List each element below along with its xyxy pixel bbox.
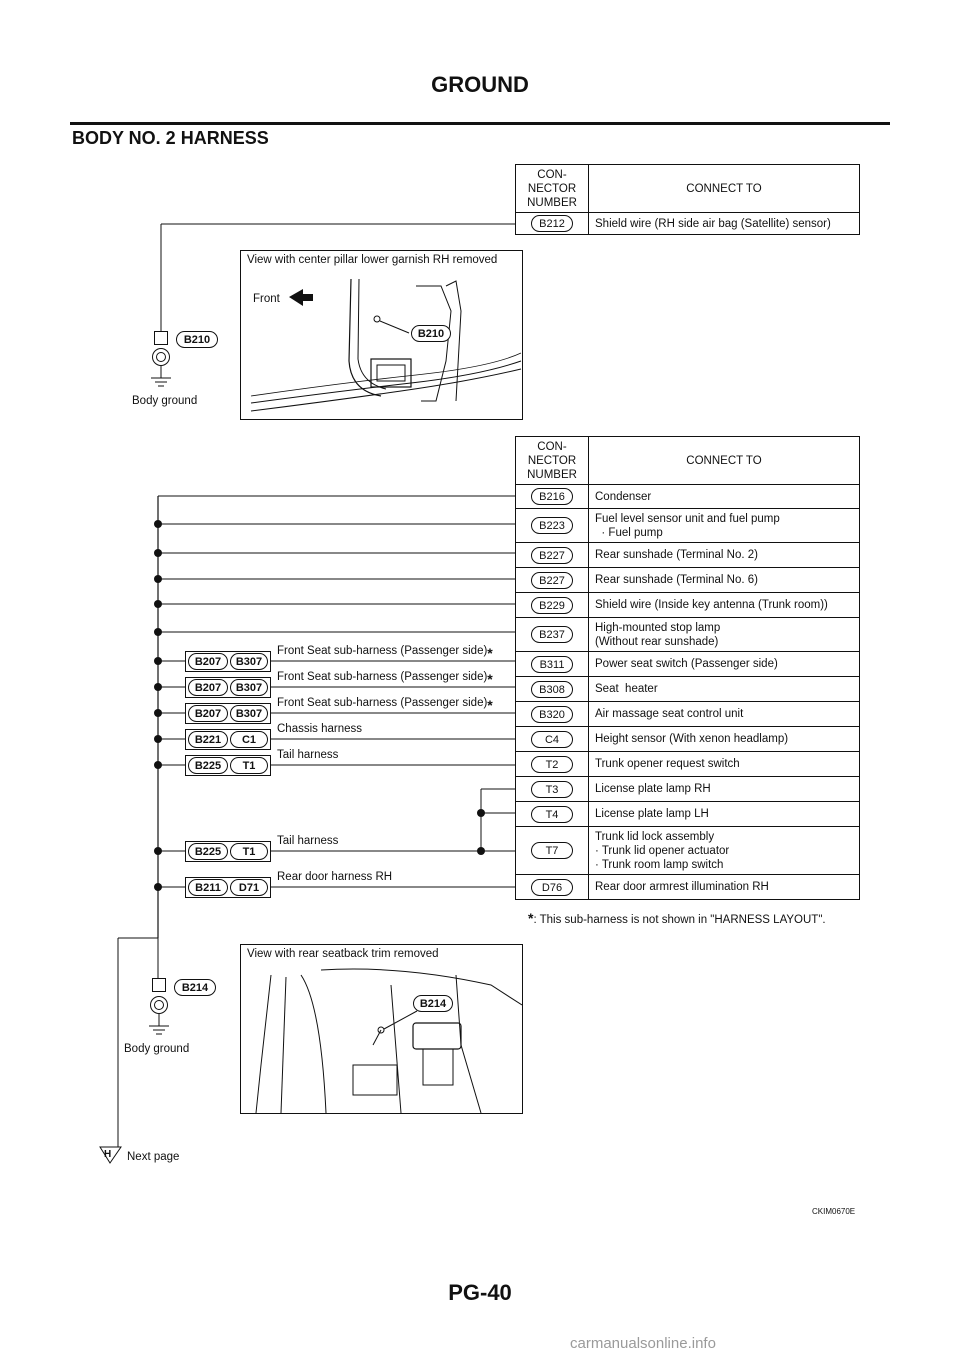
- connect-to-cell: License plate lamp LH: [589, 802, 860, 827]
- table-row: [516, 875, 860, 900]
- table-row: [516, 509, 860, 543]
- splice-dot: [154, 761, 162, 769]
- connector-pill: B311: [531, 656, 573, 673]
- connect-to-cell: Air massage seat control unit: [589, 702, 860, 727]
- connector-pill: T7: [531, 842, 573, 859]
- connector-pill: C4: [531, 731, 573, 748]
- ground-connector-b214: B214: [174, 979, 216, 996]
- junction-connector-pair: [185, 755, 271, 776]
- table-row: [516, 593, 860, 618]
- junction-label: [277, 749, 338, 765]
- connector-pill: D76: [531, 879, 573, 896]
- table-row: [516, 827, 860, 875]
- front-label: Front: [253, 293, 280, 305]
- photo-caption: View with rear seatback trim removed: [247, 948, 439, 960]
- connect-to-cell: Trunk opener request switch: [589, 752, 860, 777]
- junction-connector-a: B207: [188, 705, 228, 722]
- table-row: [516, 777, 860, 802]
- connector-number-cell: [516, 543, 589, 568]
- junction-connector-b: T1: [230, 757, 268, 774]
- connector-pill: B227: [531, 547, 573, 564]
- junction-label-text: Tail harness: [277, 835, 339, 847]
- splice-dot: [154, 520, 162, 528]
- splice-dot: [154, 709, 162, 717]
- connector-pill: B308: [531, 681, 573, 698]
- connector-number-cell: [516, 677, 589, 702]
- ground-connector-square: [154, 331, 168, 345]
- junction-connector-a: B225: [188, 843, 228, 860]
- seatback-illustration: [241, 945, 522, 1113]
- section-title: BODY NO. 2 HARNESS: [72, 128, 269, 148]
- ground-label-2: Body ground: [124, 1043, 190, 1055]
- table-header-number: CON- NECTOR NUMBER: [516, 437, 589, 485]
- photo-callout-b214: B214: [413, 995, 453, 1012]
- junction-label: [277, 697, 493, 713]
- connector-pill: B216: [531, 488, 573, 505]
- connector-number-cell: [516, 652, 589, 677]
- junction-label-text: Front Seat sub-harness (Passenger side): [277, 697, 488, 709]
- splice-dot: [477, 809, 485, 817]
- splice-dot: [154, 575, 162, 583]
- connect-to-cell: Shield wire (Inside key antenna (Trunk room)): [589, 593, 860, 618]
- connect-to-cell: Power seat switch (Passenger side): [589, 652, 860, 677]
- connect-to-cell: High-mounted stop lamp (Without rear sunshade): [589, 618, 860, 652]
- junction-connector-a: B211: [188, 879, 228, 896]
- photo-callout-b210: B210: [411, 325, 451, 342]
- table-row: [516, 213, 860, 235]
- junction-connector-b: B307: [230, 653, 268, 670]
- connect-to-cell: Seat heater: [589, 677, 860, 702]
- connector-number-cell: [516, 875, 589, 900]
- connect-to-cell: Rear sunshade (Terminal No. 6): [589, 568, 860, 593]
- table-row: [516, 802, 860, 827]
- table-header-number: CON- NECTOR NUMBER: [516, 165, 589, 213]
- junction-connector-a: B207: [188, 653, 228, 670]
- junction-label: [277, 671, 493, 687]
- splice-dot: [154, 600, 162, 608]
- connector-number-cell: [516, 802, 589, 827]
- connector-number-cell: [516, 213, 589, 235]
- connector-number-cell: [516, 702, 589, 727]
- connector-number-cell: [516, 568, 589, 593]
- page-title: GROUND: [431, 72, 529, 97]
- ground-connector-b210: B210: [176, 331, 218, 348]
- junction-label: [277, 835, 338, 851]
- table-row: [516, 618, 860, 652]
- junction-label-text: Chassis harness: [277, 723, 363, 735]
- junction-label-text: Tail harness: [277, 749, 339, 761]
- connector-pill: B212: [531, 215, 573, 232]
- rear-seatback-photo: [240, 944, 523, 1114]
- junction-connector-pair: [185, 703, 271, 724]
- junction-connector-b: D71: [230, 879, 268, 896]
- connector-number-cell: [516, 752, 589, 777]
- ground-connector-square: [152, 978, 166, 992]
- junction-label: [277, 723, 362, 739]
- splice-dot: [154, 657, 162, 665]
- connect-to-cell: Condenser: [589, 485, 860, 509]
- next-page-label: Next page: [127, 1151, 180, 1163]
- table-row: [516, 568, 860, 593]
- watermark: carmanualsonline.info: [570, 1335, 716, 1352]
- ground-label-1: Body ground: [132, 395, 198, 407]
- junction-label: [277, 645, 493, 661]
- table-header-connect: CONNECT TO: [589, 165, 860, 213]
- junction-connector-pair: [185, 841, 271, 862]
- connector-pill: T3: [531, 781, 573, 798]
- table-row: [516, 543, 860, 568]
- splice-dot: [154, 628, 162, 636]
- connect-to-cell: Fuel level sensor unit and fuel pump · Fuel pump: [589, 509, 860, 543]
- junction-star: *: [487, 645, 493, 661]
- junction-connector-a: B225: [188, 757, 228, 774]
- photo-caption: View with center pillar lower garnish RH removed: [247, 254, 498, 266]
- connect-to-cell: Trunk lid lock assembly · Trunk lid opener actuator · Trunk room lamp switch: [589, 827, 860, 875]
- junction-star: *: [487, 671, 493, 687]
- connector-pill: B320: [531, 706, 573, 723]
- connector-pill: T4: [531, 806, 573, 823]
- connector-pill: B237: [531, 626, 573, 643]
- main-connector-table: [515, 436, 860, 900]
- connect-to-cell: Height sensor (With xenon headlamp): [589, 727, 860, 752]
- table-row: [516, 702, 860, 727]
- footnote-text: : This sub-harness is not shown in "HARNESS LAYOUT".: [533, 914, 826, 926]
- junction-connector-pair: [185, 677, 271, 698]
- junction-connector-b: C1: [230, 731, 268, 748]
- junction-label-text: Front Seat sub-harness (Passenger side): [277, 645, 488, 657]
- table-header-connect: CONNECT TO: [589, 437, 860, 485]
- connector-pill: B227: [531, 572, 573, 589]
- connector-number-cell: [516, 509, 589, 543]
- footnote: [528, 910, 826, 926]
- connector-pill: B229: [531, 597, 573, 614]
- connector-number-cell: [516, 777, 589, 802]
- page-number: PG-40: [448, 1280, 512, 1305]
- junction-label-text: Front Seat sub-harness (Passenger side): [277, 671, 488, 683]
- connector-number-cell: [516, 485, 589, 509]
- splice-dot: [154, 847, 162, 855]
- ground-eyelet-icon: [150, 996, 168, 1014]
- connect-to-cell: Rear door armrest illumination RH: [589, 875, 860, 900]
- junction-label-text: Rear door harness RH: [277, 871, 393, 883]
- table-row: [516, 752, 860, 777]
- next-page-letter: H: [104, 1149, 112, 1160]
- table-row: [516, 677, 860, 702]
- junction-connector-pair: [185, 877, 271, 898]
- junction-connector-b: B307: [230, 705, 268, 722]
- splice-dot: [154, 549, 162, 557]
- junction-connector-pair: [185, 651, 271, 672]
- junction-label: [277, 871, 392, 887]
- splice-dot: [154, 735, 162, 743]
- table-row: [516, 727, 860, 752]
- connect-to-cell: Shield wire (RH side air bag (Satellite) sensor): [589, 213, 860, 235]
- connector-number-cell: [516, 727, 589, 752]
- splice-dot: [154, 883, 162, 891]
- connect-to-cell: License plate lamp RH: [589, 777, 860, 802]
- junction-connector-b: T1: [230, 843, 268, 860]
- table-row: [516, 652, 860, 677]
- ground-eyelet-icon: [152, 348, 170, 366]
- connector-number-cell: [516, 593, 589, 618]
- figure-code: CKIM0670E: [812, 1207, 856, 1216]
- junction-star: *: [487, 697, 493, 713]
- junction-connector-a: B221: [188, 731, 228, 748]
- table-row: [516, 485, 860, 509]
- connector-number-cell: [516, 618, 589, 652]
- pillar-illustration: [241, 251, 522, 419]
- connector-pill: B223: [531, 517, 573, 534]
- junction-connector-b: B307: [230, 679, 268, 696]
- connector-number-cell: [516, 827, 589, 875]
- top-connector-table: [515, 164, 860, 235]
- connector-pill: T2: [531, 756, 573, 773]
- center-pillar-photo: [240, 250, 523, 420]
- junction-connector-a: B207: [188, 679, 228, 696]
- junction-connector-pair: [185, 729, 271, 750]
- footnote-star: *: [528, 910, 534, 926]
- front-arrow-icon: [289, 289, 313, 306]
- connect-to-cell: Rear sunshade (Terminal No. 2): [589, 543, 860, 568]
- splice-dot: [154, 683, 162, 691]
